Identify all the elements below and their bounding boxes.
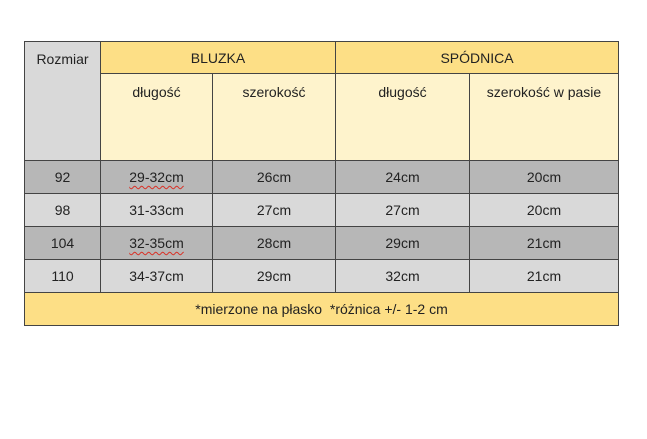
measurement-note: *mierzone na płasko *różnica +/- 1-2 cm <box>25 293 619 326</box>
skirt-group-header: SPÓDNICA <box>336 42 619 74</box>
blouse-length-cell <box>101 161 213 194</box>
table-row <box>25 161 619 194</box>
blouse-group-header: BLUZKA <box>101 42 336 74</box>
skirt-length-header: długość <box>336 74 470 161</box>
size-cell: 98 <box>25 194 101 227</box>
skirt-waist-cell: 21cm <box>470 227 619 260</box>
size-cell: 92 <box>25 161 101 194</box>
skirt-waist-cell: 20cm <box>470 194 619 227</box>
blouse-width-header: szerokość <box>213 74 336 161</box>
blouse-length-cell: 34-37cm <box>101 260 213 293</box>
skirt-waist-cell: 21cm <box>470 260 619 293</box>
size-cell: 110 <box>25 260 101 293</box>
blouse-width-cell: 28cm <box>213 227 336 260</box>
skirt-length-cell: 29cm <box>336 227 470 260</box>
skirt-length-cell: 27cm <box>336 194 470 227</box>
skirt-waist-header: szerokość w pasie <box>470 74 619 161</box>
size-header-cell: Rozmiar <box>25 42 101 161</box>
header-row-groups <box>25 42 619 74</box>
header-row-measurements <box>25 74 619 161</box>
blouse-length-cell: 31-33cm <box>101 194 213 227</box>
blouse-width-cell: 26cm <box>213 161 336 194</box>
table-row <box>25 227 619 260</box>
table-row <box>25 260 619 293</box>
size-cell: 104 <box>25 227 101 260</box>
table-row <box>25 194 619 227</box>
note-row <box>25 293 619 326</box>
blouse-length-header: długość <box>101 74 213 161</box>
size-chart-table <box>24 41 619 326</box>
skirt-length-cell: 24cm <box>336 161 470 194</box>
skirt-waist-cell: 20cm <box>470 161 619 194</box>
blouse-width-cell: 27cm <box>213 194 336 227</box>
blouse-length-value: 29-32cm <box>129 169 184 185</box>
blouse-width-cell: 29cm <box>213 260 336 293</box>
blouse-length-value: 32-35cm <box>129 235 184 251</box>
blouse-length-cell <box>101 227 213 260</box>
skirt-length-cell: 32cm <box>336 260 470 293</box>
